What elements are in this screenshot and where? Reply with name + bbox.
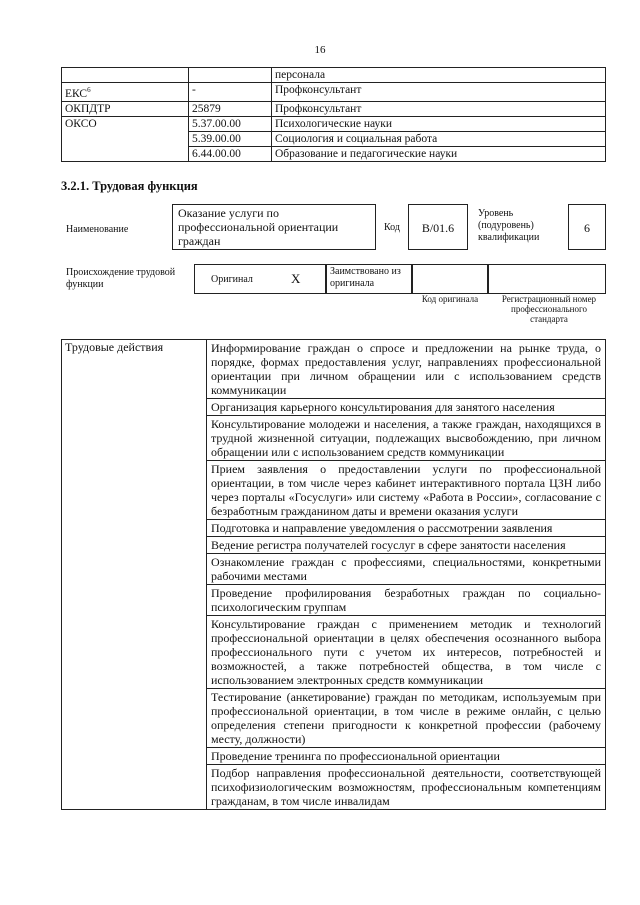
action-item: Тестирование (анкетирование) граждан по методикам, используемым при профессиональной ориентации, в том числе в режиме онлайн, с целью определения степени пригодности к конкретной профессии (рабочему месту, должности) <box>207 689 606 748</box>
table-row <box>62 340 606 399</box>
origin-label: Происхождение трудовой функции <box>66 267 176 290</box>
action-item: Проведение тренинга по профессиональной ориентации <box>207 748 606 765</box>
action-item: Консультирование молодежи и населения, а также граждан, находящихся в трудной жизненной ситуации, подлежащих высвобождению, при личном обращении или с использованием средств коммуникации <box>207 416 606 461</box>
table-row <box>62 116 606 131</box>
table-cell: Профконсультант <box>272 83 606 102</box>
table-cell: Профконсультант <box>272 101 606 116</box>
table-cell: 25879 <box>189 101 272 116</box>
original-code-box <box>412 264 488 294</box>
table-cell: 5.37.00.00 <box>189 116 272 131</box>
reg-number-box <box>488 264 606 294</box>
reg-number-caption: Регистрационный номер профессионального стандарта <box>501 294 597 324</box>
table-cell: Образование и педагогические науки <box>272 146 606 161</box>
codes-table <box>61 67 606 162</box>
action-item: Ознакомление граждан с профессиями, специальностями, конкретными рабочими местами <box>207 554 606 585</box>
table-row <box>62 83 606 102</box>
table-cell <box>189 68 272 83</box>
actions-label: Трудовые действия <box>62 340 207 810</box>
level-value-box: 6 <box>568 204 606 250</box>
labor-actions-table <box>61 339 606 810</box>
action-item: Проведение профилирования безработных граждан по социально-психологическим группам <box>207 585 606 616</box>
table-cell: - <box>189 83 272 102</box>
eks-label: ЕКС <box>65 87 88 100</box>
original-label: Оригинал <box>211 274 253 285</box>
table-row <box>62 68 606 83</box>
table-cell <box>62 68 189 83</box>
table-cell: ОКСО <box>62 116 189 161</box>
code-label: Код <box>384 222 400 233</box>
table-cell <box>62 83 189 102</box>
footnote-ref: 6 <box>87 86 91 94</box>
action-item: Прием заявления о предоставлении услуги по профессиональной ориентации, в том числе через кабинет интерактивного портала ЦЗН либо через порталы «Госуслуги» или систему «Работа в России», согласование с безработным гражданином даты и времени оказания услуги <box>207 461 606 520</box>
action-item: Ведение регистра получателей госуслуг в сфере занятости населения <box>207 537 606 554</box>
section-title: 3.2.1. Трудовая функция <box>61 179 198 193</box>
page-number: 16 <box>314 44 326 56</box>
table-cell: 5.39.00.00 <box>189 131 272 146</box>
borrowed-box: Заимствовано из оригинала <box>326 264 412 294</box>
table-cell: Психологические науки <box>272 116 606 131</box>
action-item: Консультирование граждан с применением методик и технологий профессиональной ориентации в целях обеспечения осознанного выбора профессионального пути с учетом их интересов, потребностей и возможностей, а также потребностей общества, в том числе с использованием электронных средств коммуникации <box>207 616 606 689</box>
table-cell: ОКПДТР <box>62 101 189 116</box>
original-code-caption: Код оригинала <box>421 294 479 304</box>
action-item: Подбор направления профессиональной деятельности, соответствующей психофизиологическим возможностям, профессиональным компетенциям гражданам, в том числе инвалидам <box>207 765 606 810</box>
table-cell: персонала <box>272 68 606 83</box>
action-item: Информирование граждан о спросе и предложении на рынке труда, о порядке, формах предоставления услуг, направлениях профессиональной ориентации при личном обращении или с использованием средств коммуникации <box>207 340 606 399</box>
action-item: Подготовка и направление уведомления о рассмотрении заявления <box>207 520 606 537</box>
table-row <box>62 101 606 116</box>
action-item: Организация карьерного консультирования для занятого населения <box>207 399 606 416</box>
name-label: Наименование <box>66 224 129 235</box>
original-mark: X <box>291 271 301 286</box>
function-name-box: Оказание услуги по профессиональной ориентации граждан <box>172 204 376 250</box>
level-label: Уровень (подуровень) квалификации <box>478 208 540 243</box>
function-code-box: B/01.6 <box>408 204 468 250</box>
table-cell: Социология и социальная работа <box>272 131 606 146</box>
table-cell: 6.44.00.00 <box>189 146 272 161</box>
origin-original-box <box>194 264 326 294</box>
